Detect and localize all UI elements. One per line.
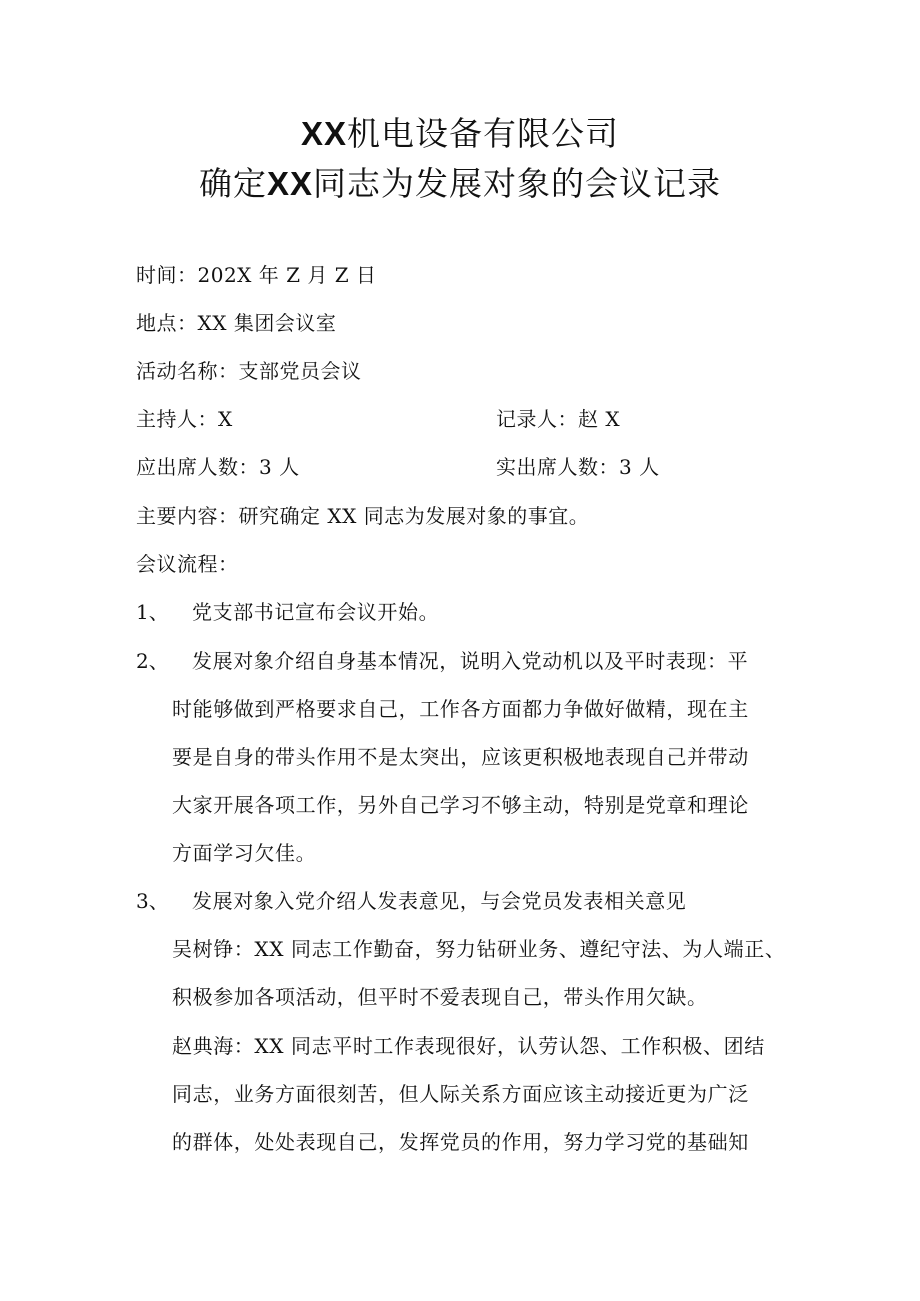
recorder-row <box>496 405 620 433</box>
activity-value: 支部党员会议 <box>238 359 362 383</box>
place-label: 地点： <box>136 311 198 335</box>
step-3-line: 赵典海：XX 同志平时工作表现很好，认劳认怨、工作积极、团结 <box>172 1034 765 1058</box>
activity-label: 活动名称： <box>136 359 239 383</box>
meeting-title-pre: 确定 <box>198 164 267 203</box>
place-row <box>136 309 336 337</box>
step-3-line: 吴树铮：XX 同志工作勤奋，努力钻研业务、遵纪守法、为人端正、 <box>172 937 786 961</box>
step-3-line: 发展对象入党介绍人发表意见，与会党员发表相关意见 <box>192 889 687 913</box>
step-2-number: 2、 <box>136 649 169 673</box>
step-2-line: 大家开展各项工作，另外自己学习不够主动，特别是党章和理论 <box>172 793 749 817</box>
process-label: 会议流程： <box>136 552 239 576</box>
company-title <box>0 114 920 154</box>
expected-row <box>136 453 300 481</box>
content-label: 主要内容： <box>136 504 239 528</box>
expected-label: 应出席人数： <box>136 455 259 479</box>
meeting-title <box>0 164 920 204</box>
step-3-number: 3、 <box>136 889 169 913</box>
step-2-line: 发展对象介绍自身基本情况，说明入党动机以及平时表现：平 <box>192 649 749 673</box>
time-label: 时间： <box>136 263 198 287</box>
host-label: 主持人： <box>136 407 218 431</box>
step-2-line: 方面学习欠佳。 <box>172 841 317 865</box>
place-value: XX 集团会议室 <box>197 311 337 335</box>
company-title-xx: XX <box>300 115 348 152</box>
step-2-line: 时能够做到严格要求自己，工作各方面都力争做好做精，现在主 <box>172 697 749 721</box>
meeting-title-rest: 同志为发展对象的会议记录 <box>313 164 722 203</box>
actual-label: 实出席人数： <box>496 455 619 479</box>
expected-value: 3 人 <box>259 455 300 479</box>
time-row <box>136 261 377 289</box>
step-3-line: 同志，业务方面很刻苦，但人际关系方面应该主动接近更为广泛 <box>172 1082 749 1106</box>
host-value: X <box>218 407 233 431</box>
step-3-line: 积极参加各项活动，但平时不爱表现自己，带头作用欠缺。 <box>172 985 708 1009</box>
step-1-line: 党支部书记宣布会议开始。 <box>192 600 440 624</box>
content-value: 研究确定 XX 同志为发展对象的事宜。 <box>238 504 590 528</box>
step-3-line: 的群体，处处表现自己，发挥党员的作用，努力学习党的基础知 <box>172 1130 749 1154</box>
recorder-value: 赵 X <box>578 407 621 431</box>
step-2-line: 要是自身的带头作用不是太突出，应该更积极地表现自己并带动 <box>172 745 749 769</box>
actual-row <box>496 453 660 481</box>
time-value: 202X 年 Z 月 Z 日 <box>197 263 377 287</box>
activity-row <box>136 357 362 385</box>
content-row <box>136 502 589 530</box>
meeting-title-xx: XX <box>266 165 314 202</box>
recorder-label: 记录人： <box>496 407 578 431</box>
company-title-rest: 机电设备有限公司 <box>347 114 620 153</box>
actual-value: 3 人 <box>619 455 660 479</box>
step-1-number: 1、 <box>136 600 169 624</box>
host-row <box>136 405 233 433</box>
